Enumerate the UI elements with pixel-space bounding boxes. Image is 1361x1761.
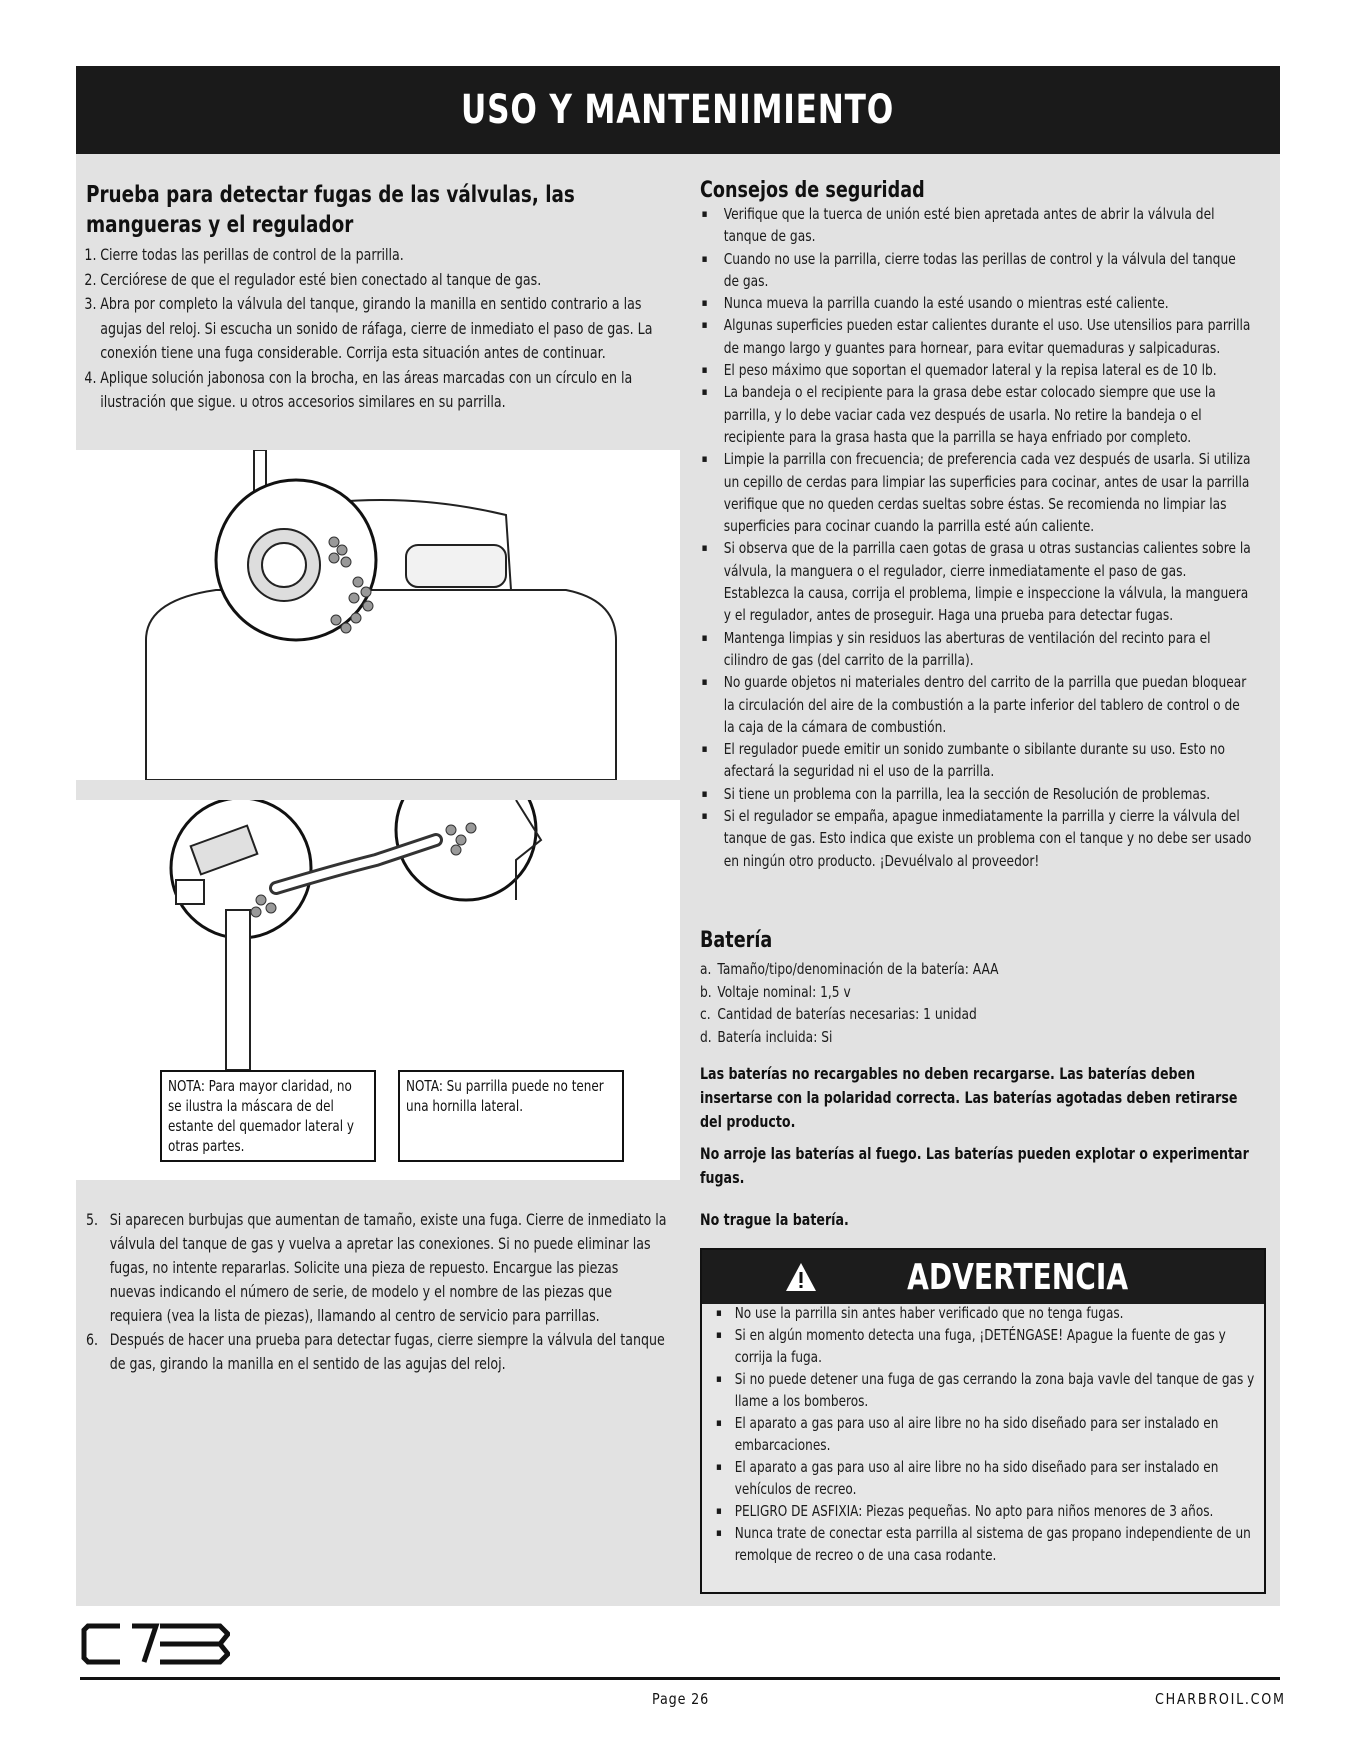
list-item: ▪ Si tiene un problema con la parrilla, lea la sección de Resolución de problemas. (700, 783, 1253, 805)
step-number: 2. (84, 269, 97, 289)
leak-test-steps (86, 243, 667, 415)
list-item (700, 1003, 1174, 1026)
step-number: 6. (86, 1330, 99, 1349)
list-item (700, 981, 1174, 1004)
list-item: ▪ Nunca mueva la parrilla cuando la esté usando o mientras esté caliente. (700, 292, 1253, 314)
list-item: ▪ Algunas superficies pueden estar calientes durante el uso. Use utensilios para parrilla de mango largo y guantes para hornear, para evitar quemaduras y salpicaduras. (700, 314, 1253, 359)
note-text: NOTA: Su parrilla puede no tener una hornilla lateral. (406, 1077, 604, 1115)
page-number: Page 26 (652, 1690, 710, 1708)
item-text: Voltaje nominal: 1,5 v (717, 982, 851, 1001)
leak-test-title: Prueba para detectar fugas de las válvulas, las mangueras y el regulador (86, 182, 575, 238)
battery-warning-3: No trague la batería. (700, 1210, 849, 1229)
item-text: Batería incluida: Si (717, 1027, 833, 1046)
list-item: ▪ El regulador puede emitir un sonido zumbante o sibilante durante su uso. Esto no afectará la seguridad ni el uso de la parrilla. (700, 738, 1253, 783)
step-text: Abra por completo la válvula del tanque, girando la manilla en sentido contrario a las agujas del reloj. Si escucha un sonido de ráfaga, cierre de inmediato el paso de gas. La conexión tiene una fuga considerable. Corrija esta situación antes de continuar. (100, 294, 653, 362)
website-url: CHARBROIL.COM (1155, 1690, 1286, 1708)
step-number: 3. (84, 294, 97, 313)
list-item (86, 268, 667, 293)
section-title: USO Y MANTENIMIENTO (461, 87, 895, 133)
battery-title: Batería (700, 928, 773, 953)
item-letter: c. (700, 1005, 711, 1023)
step-text: Cierre todas las perillas de control de la parrilla. (100, 245, 404, 264)
battery-warning-1: Las baterías no recargables no deben recargarse. Las baterías deben insertarse con la polaridad correcta. Las baterías agotadas deben retirarse del producto. (700, 1064, 1238, 1131)
list-item (86, 292, 667, 366)
list-item: ▪ Si en algún momento detecta una fuga, ¡DETÉNGASE! Apague la fuente de gas y corrija la fuga. (716, 1324, 1262, 1368)
safety-tips-title: Consejos de seguridad (700, 178, 925, 203)
list-item (86, 1328, 667, 1376)
safety-tips-list (700, 203, 1253, 872)
note-text: NOTA: Para mayor claridad, no se ilustra la máscara de del estante del quemador lateral y otras partes. (168, 1077, 355, 1155)
section-header (76, 66, 1280, 154)
step-number: 5. (86, 1210, 99, 1229)
leak-test-steps-cont (86, 1208, 667, 1376)
list-item: ▪ El aparato a gas para uso al aire libre no ha sido diseñado para ser instalado en embarcaciones. (716, 1412, 1262, 1456)
list-item: ▪ No guarde objetos ni materiales dentro del carrito de la parrilla que puedan bloquear la circulación del aire de la combustión a la parte inferior del tablero de control o de la caja de la cámara de combustión. (700, 671, 1253, 738)
list-item: ▪ El aparato a gas para uso al aire libre no ha sido diseñado para ser instalado en vehículos de recreo. (716, 1456, 1262, 1500)
warning-triangle-icon (785, 1262, 817, 1292)
list-item: ▪ Mantenga limpias y sin residuos las aberturas de ventilación del recinto para el cilindro de gas (del carrito de la parrilla). (700, 627, 1253, 672)
regulator-tank-illustration (76, 450, 680, 780)
list-item: ▪ Si observa que de la parrilla caen gotas de grasa u otras sustancias calientes sobre la válvula, la manguera o el regulador, cierre inmediatamente el paso de gas. Establezca la causa, corrija el problema, limpie e inspeccione la válvula, la manguera y el regulador, antes de proseguir. Haga una prueba para detectar fugas. (700, 537, 1253, 626)
list-item (86, 1208, 667, 1328)
item-text: Cantidad de baterías necesarias: 1 unidad (717, 1005, 977, 1023)
warning-list (716, 1302, 1262, 1566)
list-item: ▪ Si no puede detener una fuga de gas cerrando la zona baja vavle del tanque de gas y llame a los bomberos. (716, 1368, 1262, 1412)
step-text: Cerciórese de que el regulador esté bien conectado al tanque de gas. (100, 269, 542, 289)
battery-warning-2: No arroje las baterías al fuego. Las baterías pueden explotar o experimentar fugas. (700, 1144, 1249, 1187)
list-item: ▪ Verifique que la tuerca de unión esté bien apretada antes de abrir la válvula del tanque de gas. (700, 203, 1253, 248)
warning-title: ADVERTENCIA (907, 1256, 1129, 1298)
footer-divider (80, 1677, 1280, 1680)
item-letter: a. (700, 960, 712, 978)
item-text: Tamaño/tipo/denominación de la batería: AAA (717, 960, 999, 978)
list-item: ▪ La bandeja o el recipiente para la grasa debe estar colocado siempre que use la parrilla, y lo debe vaciar cada vez después de usarla. No retire la bandeja o el recipiente para la grasa hasta que la parrilla se haya enfriado por completo. (700, 381, 1253, 448)
item-letter: d. (700, 1027, 712, 1046)
list-item (700, 1026, 1174, 1049)
list-item: ▪ PELIGRO DE ASFIXIA: Piezas pequeñas. No apto para niños menores de 3 años. (716, 1500, 1262, 1522)
list-item: ▪ No use la parrilla sin antes haber verificado que no tenga fugas. (716, 1302, 1262, 1324)
list-item: ▪ Si el regulador se empaña, apague inmediatamente la parrilla y cierre la válvula del tanque de gas. Esto indica que existe un problema con el tanque y no debe ser usado en ningún otro producto. ¡Devuélvalo al proveedor! (700, 805, 1253, 872)
battery-list (700, 958, 1174, 1048)
step-text: Después de hacer una prueba para detectar fugas, cierre siempre la válvula del tanque de gas, girando la manilla en el sentido de las agujas del reloj. (109, 1330, 665, 1373)
char-broil-logo (80, 1620, 230, 1668)
warning-header (702, 1250, 1264, 1304)
regulator-tank-drawing (76, 450, 680, 780)
list-item (86, 243, 667, 268)
list-item (86, 366, 667, 415)
step-text: Si aparecen burbujas que aumentan de tamaño, existe una fuga. Cierre de inmediato la válvula del tanque de gas y vuelva a apretar las conexiones. Si no puede eliminar las fugas, no intente repararlas. Solicite una pieza de repuesto. Encargue las piezas nuevas indicando el número de serie, de modelo y el nombre de las piezas que requiera (vea la lista de piezas), llamando al centro de servicio para parrillas. (109, 1210, 667, 1325)
list-item: ▪ El peso máximo que soportan el quemador lateral y la repisa lateral es de 10 lb. (700, 359, 1253, 381)
list-item: ▪ Nunca trate de conectar esta parrilla al sistema de gas propano independiente de un remolque de recreo o de una casa rodante. (716, 1522, 1262, 1566)
note-box (398, 1070, 624, 1162)
step-number: 4. (84, 367, 97, 387)
step-number: 1. (84, 245, 97, 264)
note-box (160, 1070, 376, 1162)
step-text: Aplique solución jabonosa con la brocha, en las áreas marcadas con un círculo en la ilustración que sigue. u otros accesorios similares en su parrilla. (100, 367, 633, 411)
list-item (700, 958, 1174, 981)
list-item: ▪ Cuando no use la parrilla, cierre todas las perillas de control y la válvula del tanque de gas. (700, 248, 1253, 293)
item-letter: b. (700, 982, 712, 1001)
list-item: ▪ Limpie la parrilla con frecuencia; de preferencia cada vez después de usarla. Si utiliza un cepillo de cerdas para limpiar las superficies para cocinar, antes de usar la parrilla verifique que no queden cerdas sueltas sobre éstas. Se recomienda no limpiar las superficies para cocinar cuando la parrilla esté aún caliente. (700, 448, 1253, 537)
